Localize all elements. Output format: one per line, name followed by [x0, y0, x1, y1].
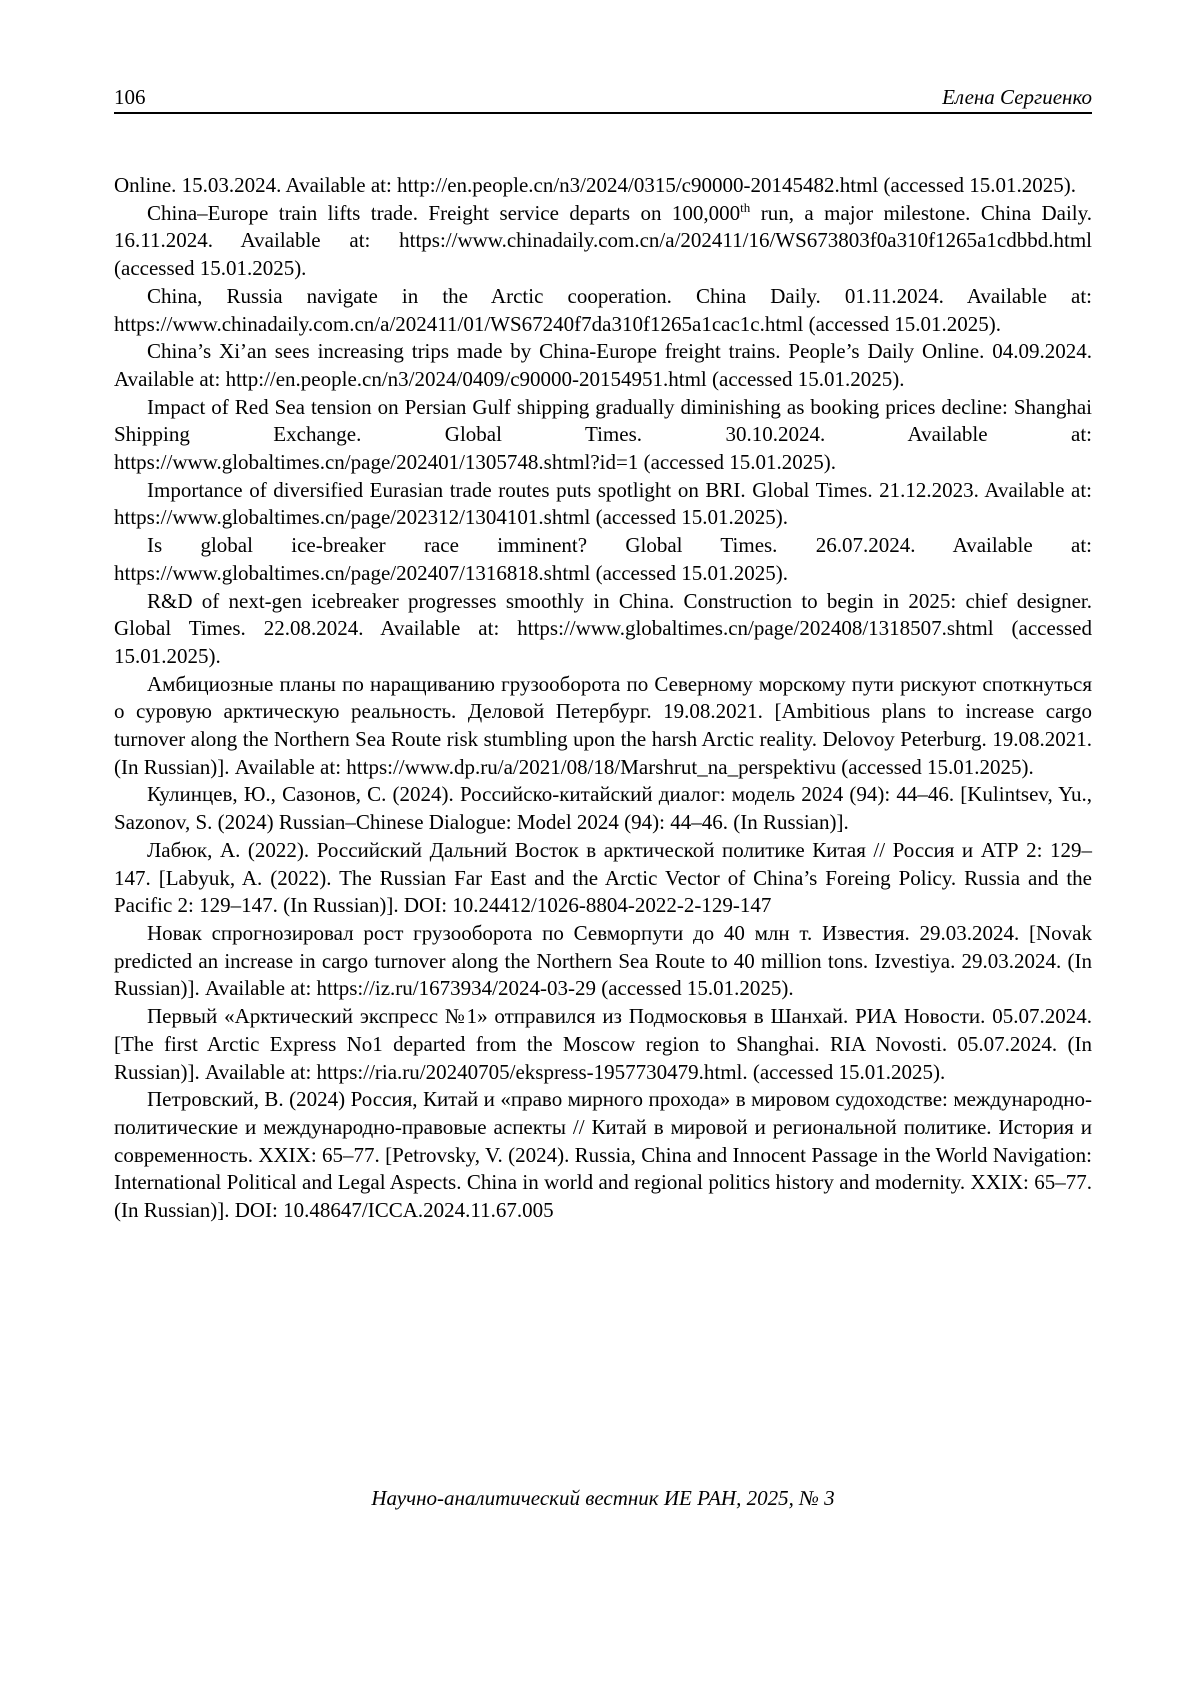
reference-entry — [114, 671, 1092, 782]
reference-entry — [114, 477, 1092, 532]
reference-entry — [114, 338, 1092, 393]
reference-text: Is global ice-breaker race imminent? Global Times. 26.07.2024. Available at: https://www.globaltimes.cn/page/202407/1316818.shtml (accessed 15.01.2025). — [114, 533, 1092, 585]
running-footer: Научно-аналитический вестник ИЕ РАН, 2025, № 3 — [371, 1486, 835, 1510]
reference-text: run, a major milestone. China Daily. 16.11.2024. Available at: https://www.chinadaily.com.cn/a/202411/16/WS673803f0a310f1265a1cdbbd.html (accessed 15.01.2025). — [114, 200, 1092, 281]
reference-entry — [114, 588, 1092, 671]
references-list — [114, 172, 1092, 1225]
reference-text: Новак спрогнозировал рост грузооборота по Севморпути до 40 млн т. Известия. 29.03.2024. [Novak predicted an increase in cargo turnover along the Northern Sea Route to 40 million tons. Izvestiya. 29.03.2024. (In Russian)]. Available at: https://iz.ru/1673934/2024-03-29 (accessed 15.01.2025). — [114, 920, 1092, 1001]
reference-text: R&D of next-gen icebreaker progresses smoothly in China. Construction to begin in 2025: chief designer. Global Times. 22.08.2024. Available at: https://www.globaltimes.cn/page/202408/1318507.shtml (accessed 15.01.2025). — [114, 588, 1092, 668]
reference-entry — [114, 172, 1092, 200]
reference-entry — [114, 920, 1092, 1003]
reference-text: Лабюк, А. (2022). Российский Дальний Восток в арктической политике Китая // Россия и АТР 2: 129–147. [Labyuk, A. (2022). The Russian Far East and the Arctic Vector of China’s Foreing Policy. Russia and the Pacific 2: 129–147. (In Russian)]. DOI: 10.24412/1026-8804-2022-2-129-147 — [114, 837, 1092, 918]
reference-text: Кулинцев, Ю., Сазонов, С. (2024). Российско-китайский диалог: модель 2024 (94): 44–46. [Kulintsev, Yu., Sazonov, S. (2024) Russian–Chinese Dialogue: Model 2024 (94): 44–46. (In Russian)]. — [114, 782, 1092, 835]
reference-superscript: th — [740, 199, 751, 215]
reference-entry — [114, 1003, 1092, 1086]
reference-entry — [114, 532, 1092, 587]
reference-entry — [114, 781, 1092, 836]
reference-text: Impact of Red Sea tension on Persian Gulf shipping gradually diminishing as booking prices decline: Shanghai Shipping Exchange. Global Times. 30.10.2024. Available at: https://www.globaltimes.cn/page/202401/1305748.shtml?id=1 (accessed 15.01.2025). — [114, 394, 1092, 475]
page-number: 106 — [114, 85, 146, 109]
reference-entry — [114, 200, 1092, 283]
running-header — [114, 84, 1092, 114]
reference-entry — [114, 394, 1092, 477]
reference-text: Амбициозные планы по наращиванию грузооборота по Северному морскому пути рискуют споткнуться о суровую арктическую реальность. Деловой Петербург. 19.08.2021. [Ambitious plans to increase cargo turnover along the Northern Sea Route risk stumbling upon the harsh Arctic reality. Delovoy Peterburg. 19.08.2021. (In Russian)]. Available at: https://www.dp.ru/a/2021/08/18/Marshrut_na_perspektivu (accessed 15.01.2025). — [114, 671, 1092, 779]
reference-entry — [114, 283, 1092, 338]
reference-text: Петровский, В. (2024) Россия, Китай и «право мирного прохода» в мировом судоходстве: международно-политические и международно-правовые аспекты // Китай в мировой и региональной политике. История и современность. XXIX: 65–77. [Petrovsky, V. (2024). Russia, China and Innocent Passage in the World Navigation: International Political and Legal Aspects. China in world and regional politics history and modernity. XXIX: 65–77. (In Russian)]. DOI: 10.48647/ICCA.2024.11.67.005 — [114, 1087, 1092, 1223]
reference-text: Первый «Арктический экспресс №1» отправился из Подмосковья в Шанхай. РИА Новости. 05.07.2024. [The first Arctic Express No1 departed from the Moscow region to Shanghai. RIA Novosti. 05.07.2024. (In Russian)]. Available at: https://ria.ru/20240705/ekspress-1957730479.html. (accessed 15.01.2025). — [114, 1004, 1092, 1084]
header-author: Елена Сергиенко — [942, 85, 1092, 109]
reference-text: Online. 15.03.2024. Available at: http://en.people.cn/n3/2024/0315/c90000-20145482.html (accessed 15.01.2025). — [114, 173, 1076, 197]
reference-text: China–Europe train lifts trade. Freight service departs on 100,000 — [147, 200, 741, 225]
reference-text: China, Russia navigate in the Arctic cooperation. China Daily. 01.11.2024. Available at: https://www.chinadaily.com.cn/a/202411/01/WS67240f7da310f1265a1cac1c.html (accessed 15.01.2025). — [114, 283, 1092, 336]
reference-text: China’s Xi’an sees increasing trips made by China-Europe freight trains. People’s Daily Online. 04.09.2024. Available at: http://en.people.cn/n3/2024/0409/c90000-20154951.html (accessed 15.01.2025). — [114, 339, 1092, 391]
reference-text: Importance of diversified Eurasian trade routes puts spotlight on BRI. Global Times. 21.12.2023. Available at: https://www.globaltimes.cn/page/202312/1304101.shtml (accessed 15.01.2025). — [114, 477, 1092, 530]
reference-entry — [114, 837, 1092, 920]
reference-entry — [114, 1086, 1092, 1225]
